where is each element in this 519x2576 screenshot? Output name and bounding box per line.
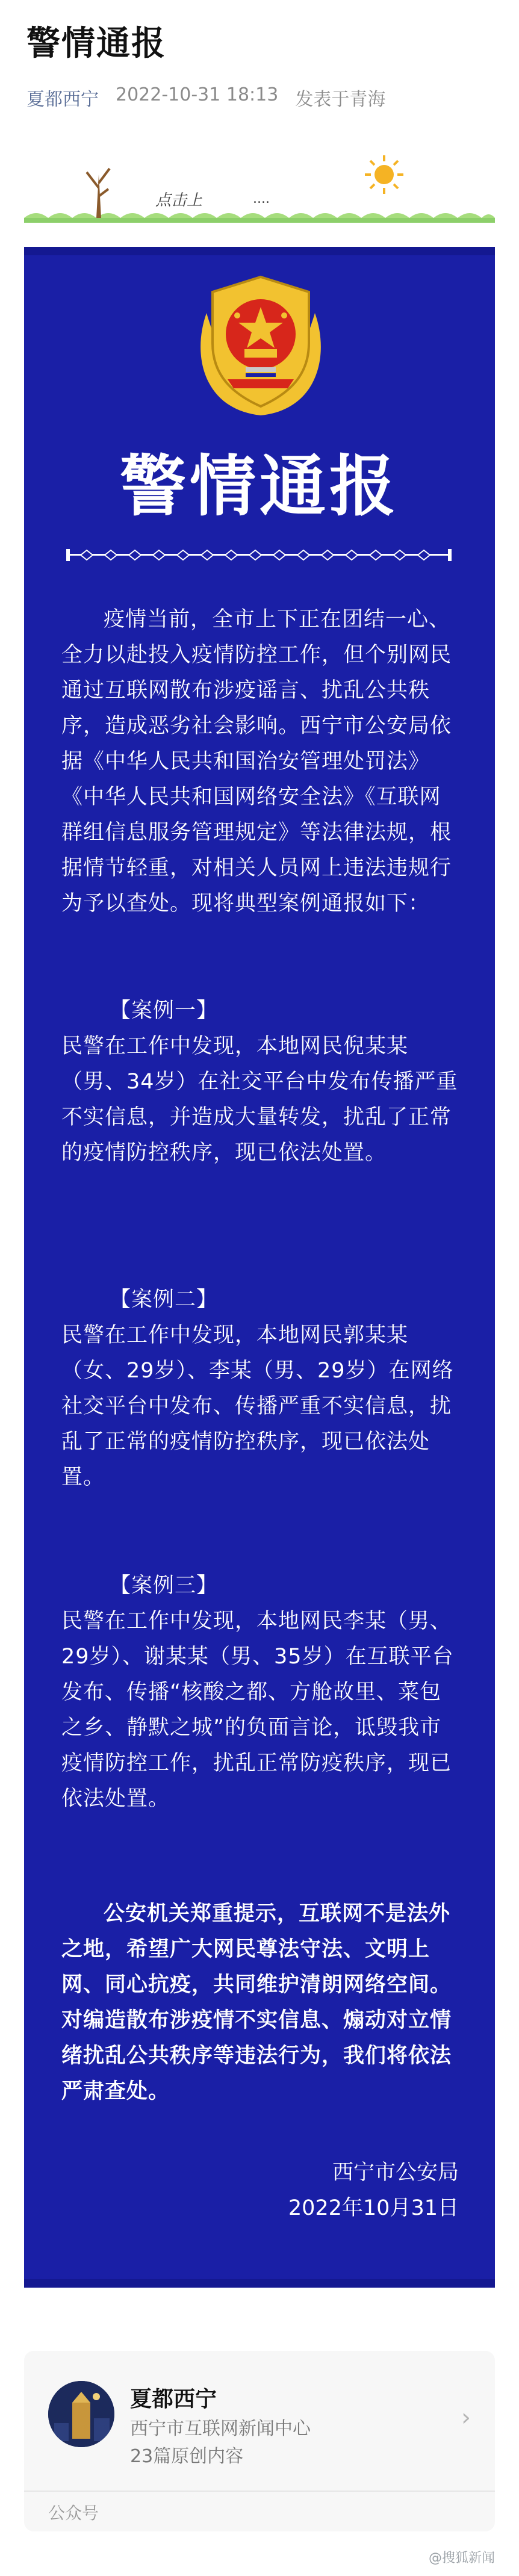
closing-statement — [61, 1896, 459, 2109]
case-text: 民警在工作中发现，本地网民李某（男、29岁）、谢某某（男、35岁）在互联平台发布、传播“核酸之都、方舱故里、菜包之乡、静默之城”的负面言论，诋毁我市疫情防控工作，扰乱正常防疫秩序，现已依法处置。 — [61, 1609, 454, 1811]
publish-datetime: 2022-10-31 18:13 — [116, 84, 279, 105]
account-type-label: 公众号 — [48, 2503, 99, 2523]
article-title: 警情通报 — [26, 24, 166, 63]
closing-text: 公安机关郑重提示，互联网不是法外之地，希望广大网民尊法守法、文明上网、同心抗疫，共同维护清朗网络空间。对编造散布涉疫情不实信息、煽动对立情绪扰乱公共秩序等违法行为，我们将依法严肃查处。 — [61, 1902, 452, 2103]
account-card[interactable] — [24, 2351, 495, 2531]
notice-intro: 疫情当前，全市上下正在团结一心、全力以赴投入疫情防控工作，但个别网民通过互联网散布涉疫谣言、扰乱公共秩序，造成恶劣社会影响。西宁市公安局依据《中华人民共和国治安管理处罚法》《中华人民共和国网络安全法》《互联网群组信息服务管理规定》等法律法规，根据情节轻重，对相关人员网上违法违规行为予以查处。现将典型案例通报如下： — [61, 607, 452, 916]
case-block-2 — [61, 1282, 459, 1495]
avatar-image-icon — [48, 2381, 114, 2447]
source-watermark: @搜狐新闻 — [428, 2551, 495, 2566]
case-title: 【案例二】 — [110, 1288, 219, 1312]
case-text: 民警在工作中发现，本地网民郭某某（女、29岁）、李某（男、29岁）在网络社交平台中发布、传播严重不实信息，扰乱了正常的疫情防控秩序，现已依法处置。 — [61, 1323, 454, 1489]
police-emblem-icon — [179, 265, 342, 427]
original-count: 23篇原创内容 — [130, 2446, 244, 2467]
account-description: 西宁市互联网新闻中心 — [130, 2418, 311, 2439]
publish-location: 发表于青海 — [295, 89, 386, 110]
author-link[interactable]: 夏都西宁 — [26, 89, 99, 110]
card-divider — [24, 2491, 495, 2492]
click-hint[interactable]: 点击上 — [155, 191, 203, 209]
notice-body — [61, 602, 459, 922]
chevron-right-icon[interactable]: › — [461, 2404, 471, 2432]
notice-heading: 警情通报 — [120, 448, 399, 525]
signature-org: 西宁市公安局 — [332, 2161, 459, 2185]
case-text: 民警在工作中发现，本地网民倪某某（男、34岁）在社交平台中发布传播严重不实信息，并造成大量转发，扰乱了正常的疫情防控秩序，现已依法处置。 — [61, 1034, 458, 1165]
sun-icon — [365, 155, 403, 194]
panel-border — [24, 247, 495, 255]
article-meta — [26, 84, 385, 111]
case-title: 【案例三】 — [110, 1574, 219, 1598]
avatar — [48, 2381, 114, 2447]
case-block-3 — [61, 1568, 459, 1817]
signature-date: 2022年10月31日 — [288, 2196, 459, 2220]
tree-icon — [87, 169, 110, 218]
account-name: 夏都西宁 — [130, 2387, 217, 2412]
panel-border — [24, 2279, 495, 2288]
notice-panel — [24, 247, 495, 2288]
notice-signature — [288, 2155, 459, 2226]
decorative-divider — [66, 548, 452, 562]
click-hint-dots: .... — [253, 191, 270, 206]
case-title: 【案例一】 — [110, 999, 219, 1023]
case-block-1 — [61, 993, 459, 1171]
grass-strip — [24, 213, 495, 223]
